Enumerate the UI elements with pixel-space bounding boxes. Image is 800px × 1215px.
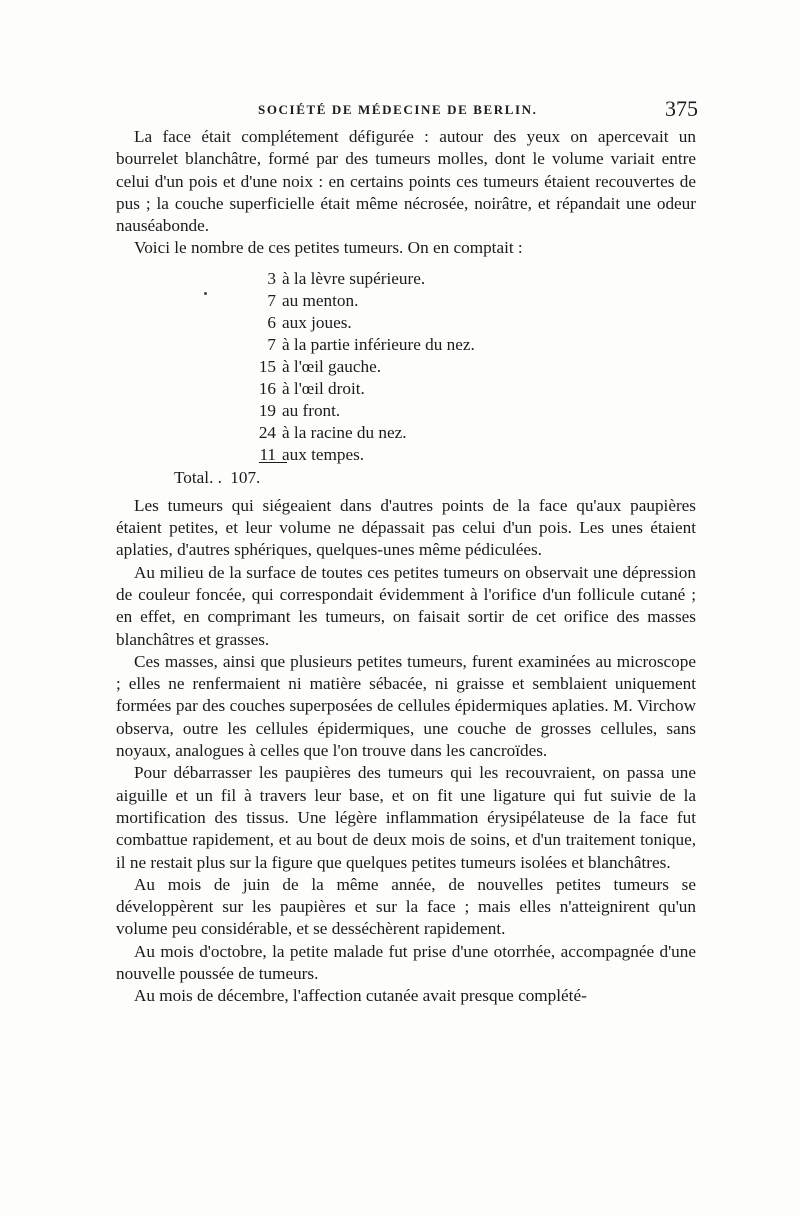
paragraph-june: Au mois de juin de la même année, de nouvelles petites tumeurs se développèrent sur les paupières et sur la face ; mais elles n'atteignirent qu'un volume peu considérable, et se desséchèrent rapidement. <box>116 874 696 939</box>
tumor-count: 24 <box>258 422 276 442</box>
total-line <box>174 468 260 488</box>
body-text <box>116 126 696 1008</box>
tumor-location: au menton. <box>282 290 359 310</box>
tumor-count-list <box>116 268 696 488</box>
tumor-count: 3 <box>267 268 276 288</box>
paragraph-october: Au mois d'octobre, la petite malade fut prise d'une otorrhée, accompagnée d'une nouvelle poussée de tumeurs. <box>116 941 696 984</box>
tumor-location: à l'œil droit. <box>282 378 365 398</box>
tumor-count: 19 <box>258 400 276 420</box>
paragraph-other-tumors: Les tumeurs qui siégeaient dans d'autres points de la face qu'aux paupières étaient petites, et leur volume ne dépassait pas celui d'un pois. Les unes étaient aplaties, d'autres sphériques, quelques-unes même pédiculées. <box>116 495 696 560</box>
tumor-count: 6 <box>267 312 276 332</box>
paragraph-face-description: La face était complétement défigurée : autour des yeux on apercevait un bourrelet blanchâtre, formé par des tumeurs molles, dont le volume variait entre celui d'un pois et d'une noix : en certains points ces tumeurs étaient recouvertes de pus ; la couche superficielle était même nécrosée, noirâtre, et répandait une odeur nauséabonde. <box>116 127 696 236</box>
paragraphs-after-list <box>116 495 696 1008</box>
tumor-location: à la lèvre supérieure. <box>282 268 426 288</box>
ink-speck <box>204 292 207 295</box>
total-label: Total. . <box>174 467 222 487</box>
tumor-location: à la racine du nez. <box>282 422 407 442</box>
list-item <box>256 312 352 334</box>
tumor-count: 15 <box>258 356 276 376</box>
running-head: SOCIÉTÉ DE MÉDECINE DE BERLIN. <box>258 102 538 117</box>
tumor-location: à la partie inférieure du nez. <box>282 334 475 354</box>
list-item <box>256 290 358 312</box>
list-item <box>256 268 425 290</box>
tumor-count: 16 <box>258 378 276 398</box>
tumor-location: aux tempes. <box>282 444 365 464</box>
tumor-count: 7 <box>267 290 276 310</box>
list-item <box>256 400 340 422</box>
total-value: 107. <box>230 467 261 487</box>
list-item <box>256 422 407 444</box>
tumor-location: au front. <box>282 400 341 420</box>
list-item <box>256 356 381 378</box>
page-number: 375 <box>665 96 698 121</box>
page-header <box>258 96 698 124</box>
tumor-count: 7 <box>267 334 276 354</box>
paragraph-microscope: Ces masses, ainsi que plusieurs petites tumeurs, furent examinées au microscope ; elles ne renfermaient ni matière sébacée, ni graisse et semblaient uniquement formées par des couches superposées de cellules épidermiques aplaties. M. Virchow observa, outre les cellules épidermiques, une couche de grosses cellules, sans noyaux, analogues à celles que l'on trouve dans les cancroïdes. <box>116 651 696 761</box>
paragraph-dark-depression: Au milieu de la surface de toutes ces petites tumeurs on observait une dépression de couleur foncée, qui correspondait évidemment à l'orifice d'un follicule cutané ; en effet, en comprimant les tumeurs, on faisait sortir de cet orifice des masses blanchâtres et grasses. <box>116 562 696 649</box>
paragraph-treatment: Pour débarrasser les paupières des tumeurs qui les recouvraient, on passa une aiguille et un fil à travers leur base, et on fit une ligature qui fut suivie de la mortification des tissus. Une légère inflammation érysipélateuse de la face fut combattue rapidement, et au bout de deux mois de soins, et d'un traitement tonique, il ne restait plus sur la figure que quelques petites tumeurs isolées et blanchâtres. <box>116 763 696 872</box>
list-item <box>256 378 365 400</box>
list-item <box>256 334 475 356</box>
paragraph-december: Au mois de décembre, l'affection cutanée avait presque complété- <box>134 986 587 1006</box>
tumor-location: aux joues. <box>282 312 352 332</box>
tumor-count: 11 <box>259 444 276 464</box>
paragraph-tumor-count-intro: Voici le nombre de ces petites tumeurs. On en comptait : <box>134 238 523 258</box>
tumor-location: à l'œil gauche. <box>282 356 382 376</box>
total-rule <box>259 462 287 463</box>
